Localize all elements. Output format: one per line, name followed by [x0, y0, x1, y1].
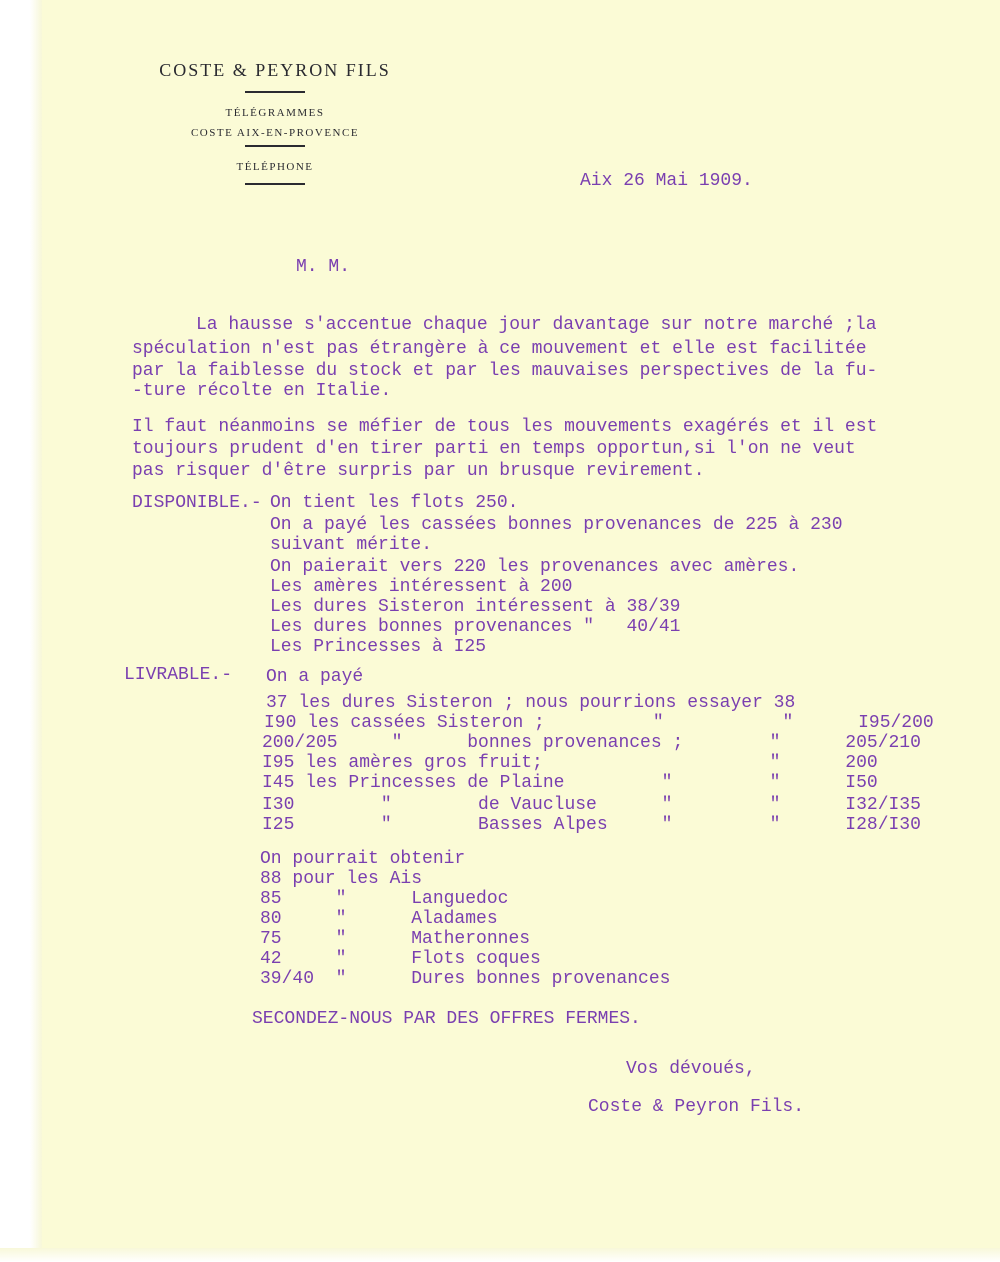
divider: [245, 145, 305, 147]
obtenir-row: 39/40 " Dures bonnes provenances: [260, 969, 671, 989]
livrable-row: I30 " de Vaucluse " " I32/I35: [262, 795, 921, 815]
obtenir-row: 75 " Matheronnes: [260, 929, 531, 949]
disponible-line: On tient les flots 250.: [270, 493, 519, 513]
disponible-line: On a payé les cassées bonnes provenances de 225 à 230: [270, 515, 843, 535]
letterhead: [100, 60, 450, 185]
disponible-line: Les dures Sisteron intéressent à 38/39: [270, 597, 681, 617]
paper-bottom-edge: [0, 1248, 1000, 1262]
signature: Coste & Peyron Fils.: [588, 1097, 805, 1117]
letter-date: Aix 26 Mai 1909.: [580, 171, 753, 191]
company-name: COSTE & PEYRON FILS: [159, 60, 391, 80]
paragraph1-line: -ture récolte en Italie.: [132, 381, 392, 401]
livrable-intro: On a payé: [266, 667, 364, 687]
closing-request: SECONDEZ-NOUS PAR DES OFFRES FERMES.: [252, 1009, 641, 1029]
disponible-line: Les dures bonnes provenances " 40/41: [270, 617, 681, 637]
livrable-row: 200/205 " bonnes provenances ; " 205/210: [262, 733, 921, 753]
disponible-line: On paierait vers 220 les provenances avec amères.: [270, 557, 800, 577]
obtenir-row: 80 " Aladames: [260, 909, 498, 929]
livrable-row: I25 " Basses Alpes " " I28/I30: [262, 815, 921, 835]
paragraph1-line: par la faiblesse du stock et par les mauvaises perspectives de la fu-: [132, 361, 878, 381]
paragraph1-line: spéculation n'est pas étrangère à ce mouvement et elle est facilitée: [132, 339, 867, 359]
telephone-label: TÉLÉPHONE: [236, 161, 314, 173]
paragraph2-line: toujours prudent d'en tirer parti en temps opportun,si l'on ne veut: [132, 439, 856, 459]
sign-off: Vos dévoués,: [626, 1059, 756, 1079]
telegram-address: COSTE AIX-EN-PROVENCE: [190, 127, 360, 139]
obtenir-intro: On pourrait obtenir: [260, 849, 466, 869]
divider: [245, 183, 305, 185]
disponible-heading: DISPONIBLE.-: [132, 493, 262, 513]
livrable-row: I45 les Princesses de Plaine " " I50: [262, 773, 878, 793]
obtenir-row: 85 " Languedoc: [260, 889, 509, 909]
paragraph2-line: Il faut néanmoins se méfier de tous les mouvements exagérés et il est: [132, 417, 878, 437]
paragraph2-line: pas risquer d'être surpris par un brusque revirement.: [132, 461, 705, 481]
livrable-heading: LIVRABLE.-: [124, 665, 233, 685]
paragraph1-line: La hausse s'accentue chaque jour davantage sur notre marché ;la: [196, 315, 877, 335]
disponible-line: Les Princesses à I25: [270, 637, 487, 657]
telegrams-label: TÉLÉGRAMMES: [225, 107, 325, 119]
obtenir-row: 88 pour les Ais: [260, 869, 423, 889]
livrable-row: 37 les dures Sisteron ; nous pourrions essayer 38: [266, 693, 796, 713]
disponible-line: Les amères intéressent à 200: [270, 577, 573, 597]
livrable-row: I90 les cassées Sisteron ; " " I95/200: [264, 713, 934, 733]
divider: [245, 91, 305, 93]
livrable-row: I95 les amères gros fruit; " 200: [262, 753, 878, 773]
paper-edge: [0, 0, 42, 1262]
obtenir-row: 42 " Flots coques: [260, 949, 541, 969]
salutation: M. M.: [296, 257, 351, 277]
disponible-line: suivant mérite.: [270, 535, 433, 555]
